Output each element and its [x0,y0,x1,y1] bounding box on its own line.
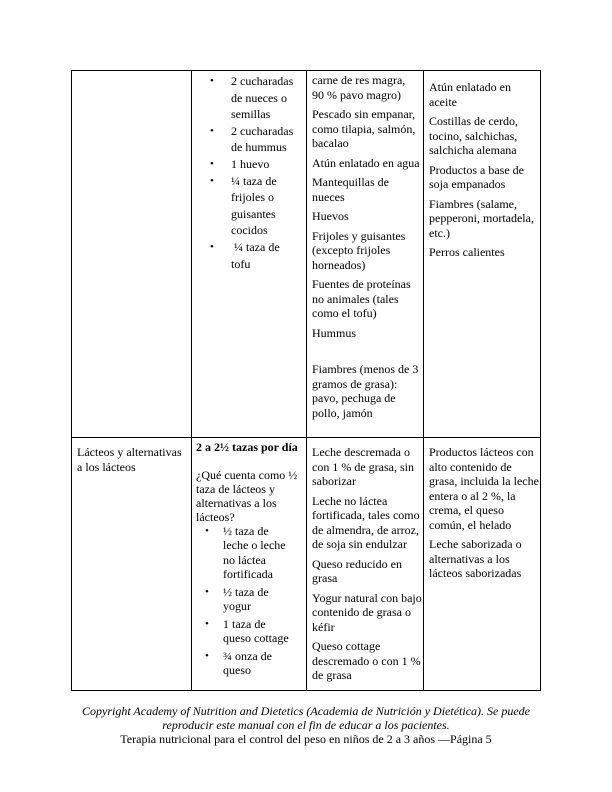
amount-item-line: yogur [223,599,251,613]
limit-item: Productos lácteos con alto contenido de grasa, incluida la leche entera o al 2 %, la crema, el queso común, el helado [429,445,539,532]
row2-limit-list [429,445,539,581]
amount-item-line: no láctea [223,552,266,567]
amount-list-item [210,73,302,123]
choose-item: Frijoles y guisantes (excepto frijoles horneados) [312,228,406,272]
choose-item: Leche no láctea fortificada, tales como de almendra, de arroz, de soja sin endulzar [312,493,420,551]
choose-item: Fiambres (menos de 3 gramos de grasa): pavo, pechuga de pollo, jamón [312,362,419,420]
row1-choose-list [312,73,420,420]
choose-item: Queso cottage descremado o con 1 % de grasa [312,639,421,682]
row2-amount-question: ¿Qué cuenta como ½ taza de lácteos y alternativas a los lácteos? [196,467,298,524]
bullet-icon: • [205,585,209,598]
choose-item: Leche descremada o con 1 % de grasa, sin saborizar [312,445,414,488]
row2-amount-cell [196,440,304,681]
bullet-icon: • [205,617,209,630]
amount-list-item [210,239,302,272]
bullet-icon: • [205,524,209,537]
bullet-icon: • [210,174,214,187]
amount-item-line: ¾ onza de [223,648,272,663]
amount-item-line: guisantes [231,206,276,221]
limit-item: Atún enlatado en aceite [429,80,511,109]
row2-limit-cell [429,445,539,586]
bullet-icon: • [205,649,209,662]
amount-item-line: queso [223,663,251,677]
amount-list-item [205,584,304,614]
limit-item: Costillas de cerdo, tocino, salchichas, salchicha alemana [429,114,518,157]
row2-choose-cell [312,445,422,688]
column-divider [306,71,307,690]
amount-item-line: queso cottage [223,631,289,645]
amount-item-line: ½ taza de [223,584,269,599]
row2-amount-header: 2 a 2½ tazas por día [196,440,298,454]
amount-item-line: ¼ taza de [231,173,277,188]
amount-item-line: ¼ taza de [231,239,280,254]
bullet-icon: • [210,240,214,253]
amount-list-item [205,616,304,646]
amount-list-item [205,648,304,678]
row2-choose-list [312,445,422,683]
row1-amount-list [210,73,302,272]
limit-item: Leche saborizada o alternativas a los lácteos saborizadas [429,537,522,580]
amount-item-line: de hummus [231,140,287,155]
limit-item: Fiambres (salame, pepperoni, mortadela, etc.) [429,196,534,240]
row2-category: Lácteos y alternativas a los lácteos [77,445,182,474]
amount-item-line: 1 huevo [231,156,270,171]
choose-item: Huevos [312,209,349,223]
amount-item-line: leche o leche [223,538,286,552]
bullet-icon: • [210,124,214,137]
food-table [71,70,541,691]
row2-amount-list [205,523,304,678]
column-divider [191,71,192,690]
row1-limit-list [429,80,539,260]
copyright-notice: Copyright Academy of Nutrition and Dietetics (Academia de Nutrición y Dietética). Se puede reproducir este manual con el fin de educar a los pacientes. [81,704,530,732]
choose-item: Yogur natural con bajo contenido de grasa o kéfir [312,590,422,634]
amount-item-line: de nueces o [231,90,287,105]
amount-item-line: semillas [231,107,271,122]
amount-item-line: tofu [231,256,251,271]
choose-item: Pescado sin empanar, como tilapia, salmón, bacalao [312,107,416,150]
amount-item-line: 2 cucharadas [231,123,294,138]
row1-choose-cell [312,73,420,425]
amount-item-line: ½ taza de [223,523,269,538]
amount-item-line: cocidos [231,223,268,238]
choose-item: Mantequillas de nueces [312,175,389,204]
row1-amount-cell [210,73,302,272]
limit-item: Productos a base de soja empanados [429,162,524,191]
amount-list-item [205,523,304,582]
amount-item-line: 1 taza de [223,616,266,631]
amount-list-item [210,156,302,173]
page-footer [60,704,552,746]
limit-item: Perros calientes [429,245,505,259]
row2-category-cell [77,445,189,474]
bullet-icon: • [210,157,214,170]
amount-item-line: frijoles o [231,190,274,205]
column-divider [423,71,424,690]
choose-item: Hummus [312,325,357,340]
row1-limit-cell [429,80,539,265]
amount-list-item [210,123,302,156]
amount-list-item [210,173,302,239]
choose-item: Atún enlatado en agua [312,155,420,170]
row-divider [72,437,540,438]
amount-item-line: 2 cucharadas [231,74,294,88]
page-title-line: Terapia nutricional para el control del peso en niños de 2 a 3 años —Página 5 [120,732,492,746]
choose-item: carne de res magra, 90 % pavo magro) [312,73,406,102]
amount-item-line: fortificada [223,567,273,581]
choose-item: Queso reducido en grasa [312,556,402,585]
choose-item: Fuentes de proteínas no animales (tales como el tofu) [312,277,411,320]
bullet-icon: • [210,75,214,87]
